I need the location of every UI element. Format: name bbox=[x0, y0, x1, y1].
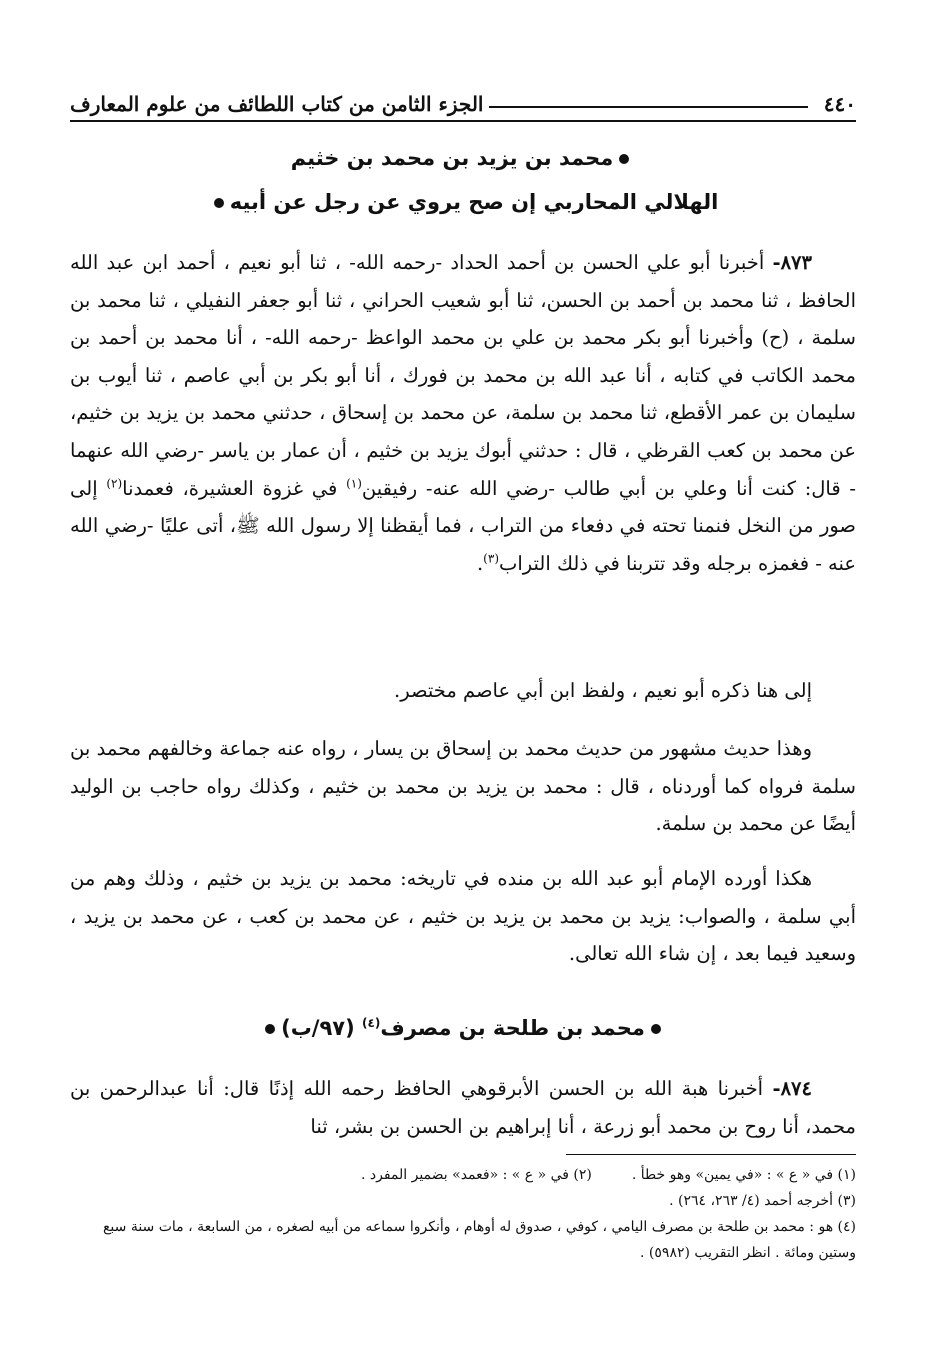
commentary-paragraph-3: هكذا أورده الإمام أبو عبد الله بن منده في تاريخه: محمد بن يزيد بن خثيم ، وذلك وهم من أبي سلمة ، والصواب: يزيد بن محمد بن يزيد بن خثيم ، عن محمد بن كعب ، عن محمد بن يزيد ، وسعيد فيما بعد ، إن شاء الله تعالى. bbox=[70, 867, 856, 966]
hadith-number: ٨٧٤- bbox=[772, 1077, 812, 1100]
hadith-873-paragraph: ٨٧٣- أخبرنا أبو علي الحسن بن أحمد الحداد -رحمه الله- ، ثنا أبو نعيم ، أحمد ابن عبد الله الحافظ ، ثنا محمد بن أحمد بن الحسن، ثنا أبو شعيب الحراني ، ثنا أبو جعفر النفيلي ، ثنا محمد بن سلمة ، (ح) وأخبرنا أبو بكر محمد بن علي بن محمد الواعظ -رحمه الله- ، أنا محمد بن أحمد بن محمد الكاتب في كتابه ، أنا عبد الله بن محمد بن فورك ، أنا أبو بكر بن أبي عاصم ، ثنا أيوب بن سليمان بن عمر الأقطع، ثنا محمد بن سلمة، عن محمد بن إسحاق ، حدثني محمد بن يزيد بن خثيم، عن محمد بن كعب القرظي ، قال : حدثني أبوك يزيد بن خثيم ، أن عمار بن ياسر -رضي الله عنهما - قال: كنت أنا وعلي بن أبي طالب -رضي الله عنه- رفيقين$^{(١)}$ في غزوة العشيرة، فعمدنا$^{(٢)}$ إلى صور من النخل فنمنا تحته في دفعاء من التراب ، فما أيقظنا إلا رسول الله ﷺ، أتى عليًا -رضي الله عنه - فغمزه برجله وقد تتربنا في ذلك التراب$^{(٣)}$. bbox=[70, 251, 856, 575]
bullet-icon bbox=[619, 154, 629, 164]
hadith-number: ٨٧٣- bbox=[772, 251, 812, 274]
running-header bbox=[70, 82, 856, 116]
header-dash-rule bbox=[489, 106, 807, 108]
section-heading-1 bbox=[70, 136, 856, 224]
footnote-2: (٢) في « ع » : «فعمد» بضمير المفرد . bbox=[360, 1167, 592, 1183]
heading-line-2: الهلالي المحاربي إن صح يروي عن رجل عن أبيه bbox=[70, 180, 856, 224]
header-underline bbox=[70, 120, 856, 122]
commentary-paragraph-1: إلى هنا ذكره أبو نعيم ، ولفظ ابن أبي عاصم مختصر. bbox=[394, 679, 812, 702]
footnote-ref-4: (٤) bbox=[362, 1016, 381, 1030]
bullet-icon bbox=[214, 198, 224, 208]
footnote-ref-1: (١) bbox=[346, 476, 362, 491]
commentary-paragraph-2: وهذا حديث مشهور من حديث محمد بن إسحاق بن يسار ، رواه عنه جماعة وخالفهم محمد بن سلمة فرواه كما أوردناه ، قال : محمد بن يزيد بن محمد بن خثيم ، وكذلك رواه حاجب بن الوليد أيضًا عن محمد بن سلمة. bbox=[70, 737, 856, 836]
folio-marker: (٩٧/ب) bbox=[281, 1016, 355, 1040]
bullet-icon bbox=[265, 1024, 275, 1034]
footnotes bbox=[70, 1162, 856, 1266]
page-number: ٤٤٠ bbox=[823, 92, 856, 116]
running-title: الجزء الثامن من كتاب اللطائف من علوم المعارف bbox=[70, 92, 484, 116]
bullet-icon bbox=[651, 1024, 661, 1034]
heading-line-1: محمد بن يزيد بن محمد بن خثيم bbox=[70, 136, 856, 180]
footnote-1: (١) في « ع » : «في يمين» وهو خطأ . bbox=[631, 1167, 856, 1183]
book-page bbox=[70, 0, 856, 1363]
footnote-ref-3: (٣) bbox=[483, 551, 499, 566]
footnote-3: (٣) أخرجه أحمد (٤/ ٢٦٣، ٢٦٤) . bbox=[669, 1193, 856, 1209]
footnote-row bbox=[70, 1162, 856, 1188]
hadith-874-paragraph: ٨٧٤- أخبرنا هبة الله بن الحسن الأبرقوهي الحافظ رحمه الله إذنًا قال: أنا عبدالرحمن بن محمد، أنا روح بن محمد أبو زرعة ، أنا إبراهيم بن الحسن بن بشر، ثنا bbox=[70, 1077, 856, 1138]
footnote-4: (٤) هو : محمد بن طلحة بن مصرف اليامي ، كوفي ، صدوق له أوهام ، وأنكروا سماعه من أبيه لصغره ، من السابعة ، مات سنة سبع وستين ومائة . انظر التقريب (٥٩٨٢) . bbox=[102, 1219, 856, 1261]
footnote-rule bbox=[566, 1154, 856, 1155]
section-heading-2: محمد بن طلحة بن مصرف$^{(٤)}$ (٩٧/ب) bbox=[70, 1006, 856, 1050]
footnote-ref-2: (٢) bbox=[106, 476, 123, 491]
